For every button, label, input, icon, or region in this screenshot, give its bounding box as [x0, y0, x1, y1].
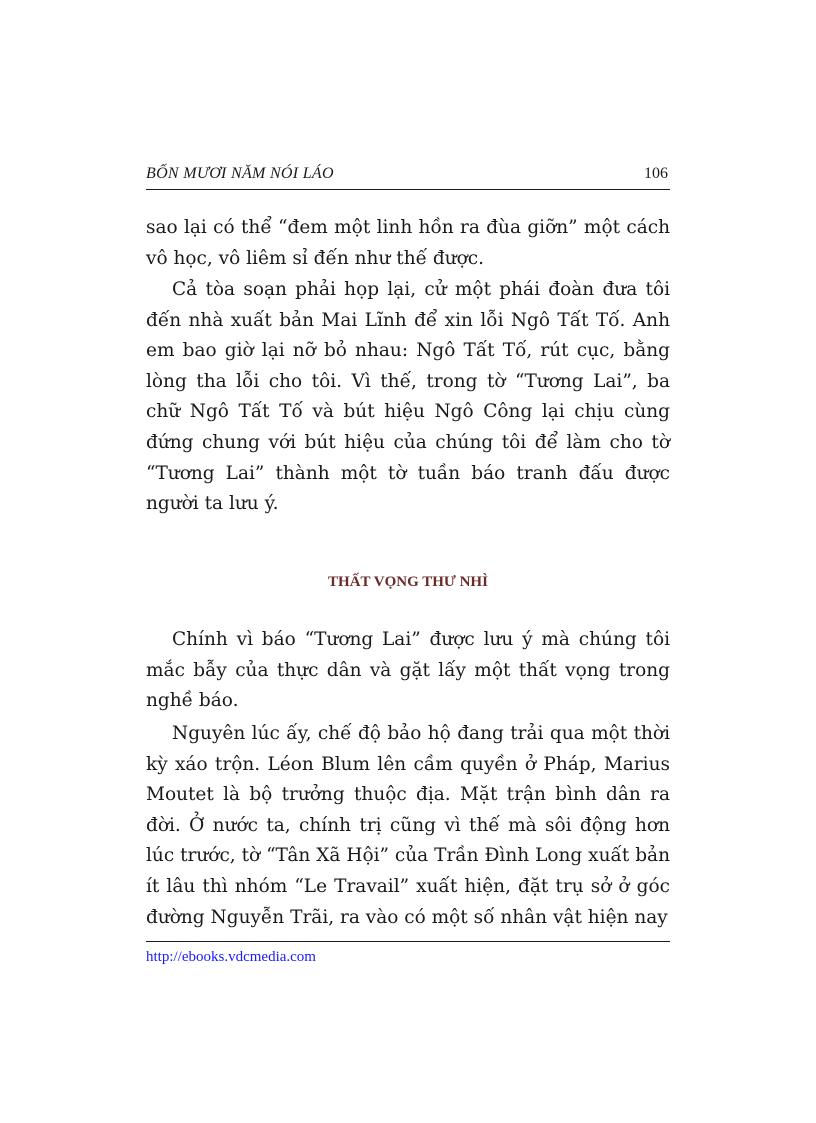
page-header [146, 163, 670, 190]
footer-divider [146, 941, 670, 942]
footer-link[interactable]: http://ebooks.vdcmedia.com [146, 949, 316, 965]
book-title: BỐN MƯƠI NĂM NÓI LÁO [146, 165, 334, 182]
section-title: THẤT VỌNG THƯ NHÌ [328, 574, 488, 590]
paragraph-4: Nguyên lúc ấy, chế độ bảo hộ đang trải qua một thời kỳ xáo trộn. Léon Blum lên cầm quyền ở Pháp, Marius Moutet là bộ trưởng thuộc địa. Mặt trận bình dân ra đời. Ở nước ta, chính trị cũng vì thế mà sôi động hơn lúc trước, tờ “Tân Xã Hội” của Trần Đình Long xuất bản ít lâu thì nhóm “Le Travail” xuất hiện, đặt trụ sở ở góc đường Nguyễn Trãi, ra vào có một số nhân vật hiện nay [146, 723, 670, 928]
paragraph-2: Cả tòa soạn phải họp lại, cử một phái đoàn đưa tôi đến nhà xuất bản Mai Lĩnh để xin lỗi Ngô Tất Tố. Anh em bao giờ lại nỡ bỏ nhau: Ngô Tất Tố, rút cục, bằng lòng tha lỗi cho tôi. Vì thế, trong tờ “Tương Lai”, ba chữ Ngô Tất Tố và bút hiệu Ngô Công lại chịu cùng đứng chung với bút hiệu của chúng tôi để làm cho tờ “Tương Lai” thành một tờ tuần báo tranh đấu được người ta lưu ý. [146, 279, 670, 515]
paragraph-1: sao lại có thể “đem một linh hồn ra đùa giỡn” một cách vô học, vô liêm sỉ đến như thế được. [146, 217, 670, 269]
page-number: 106 [644, 165, 668, 182]
paragraph-3: Chính vì báo “Tương Lai” được lưu ý mà chúng tôi mắc bẫy của thực dân và gặt lấy một thất vọng trong nghề báo. [146, 629, 670, 712]
